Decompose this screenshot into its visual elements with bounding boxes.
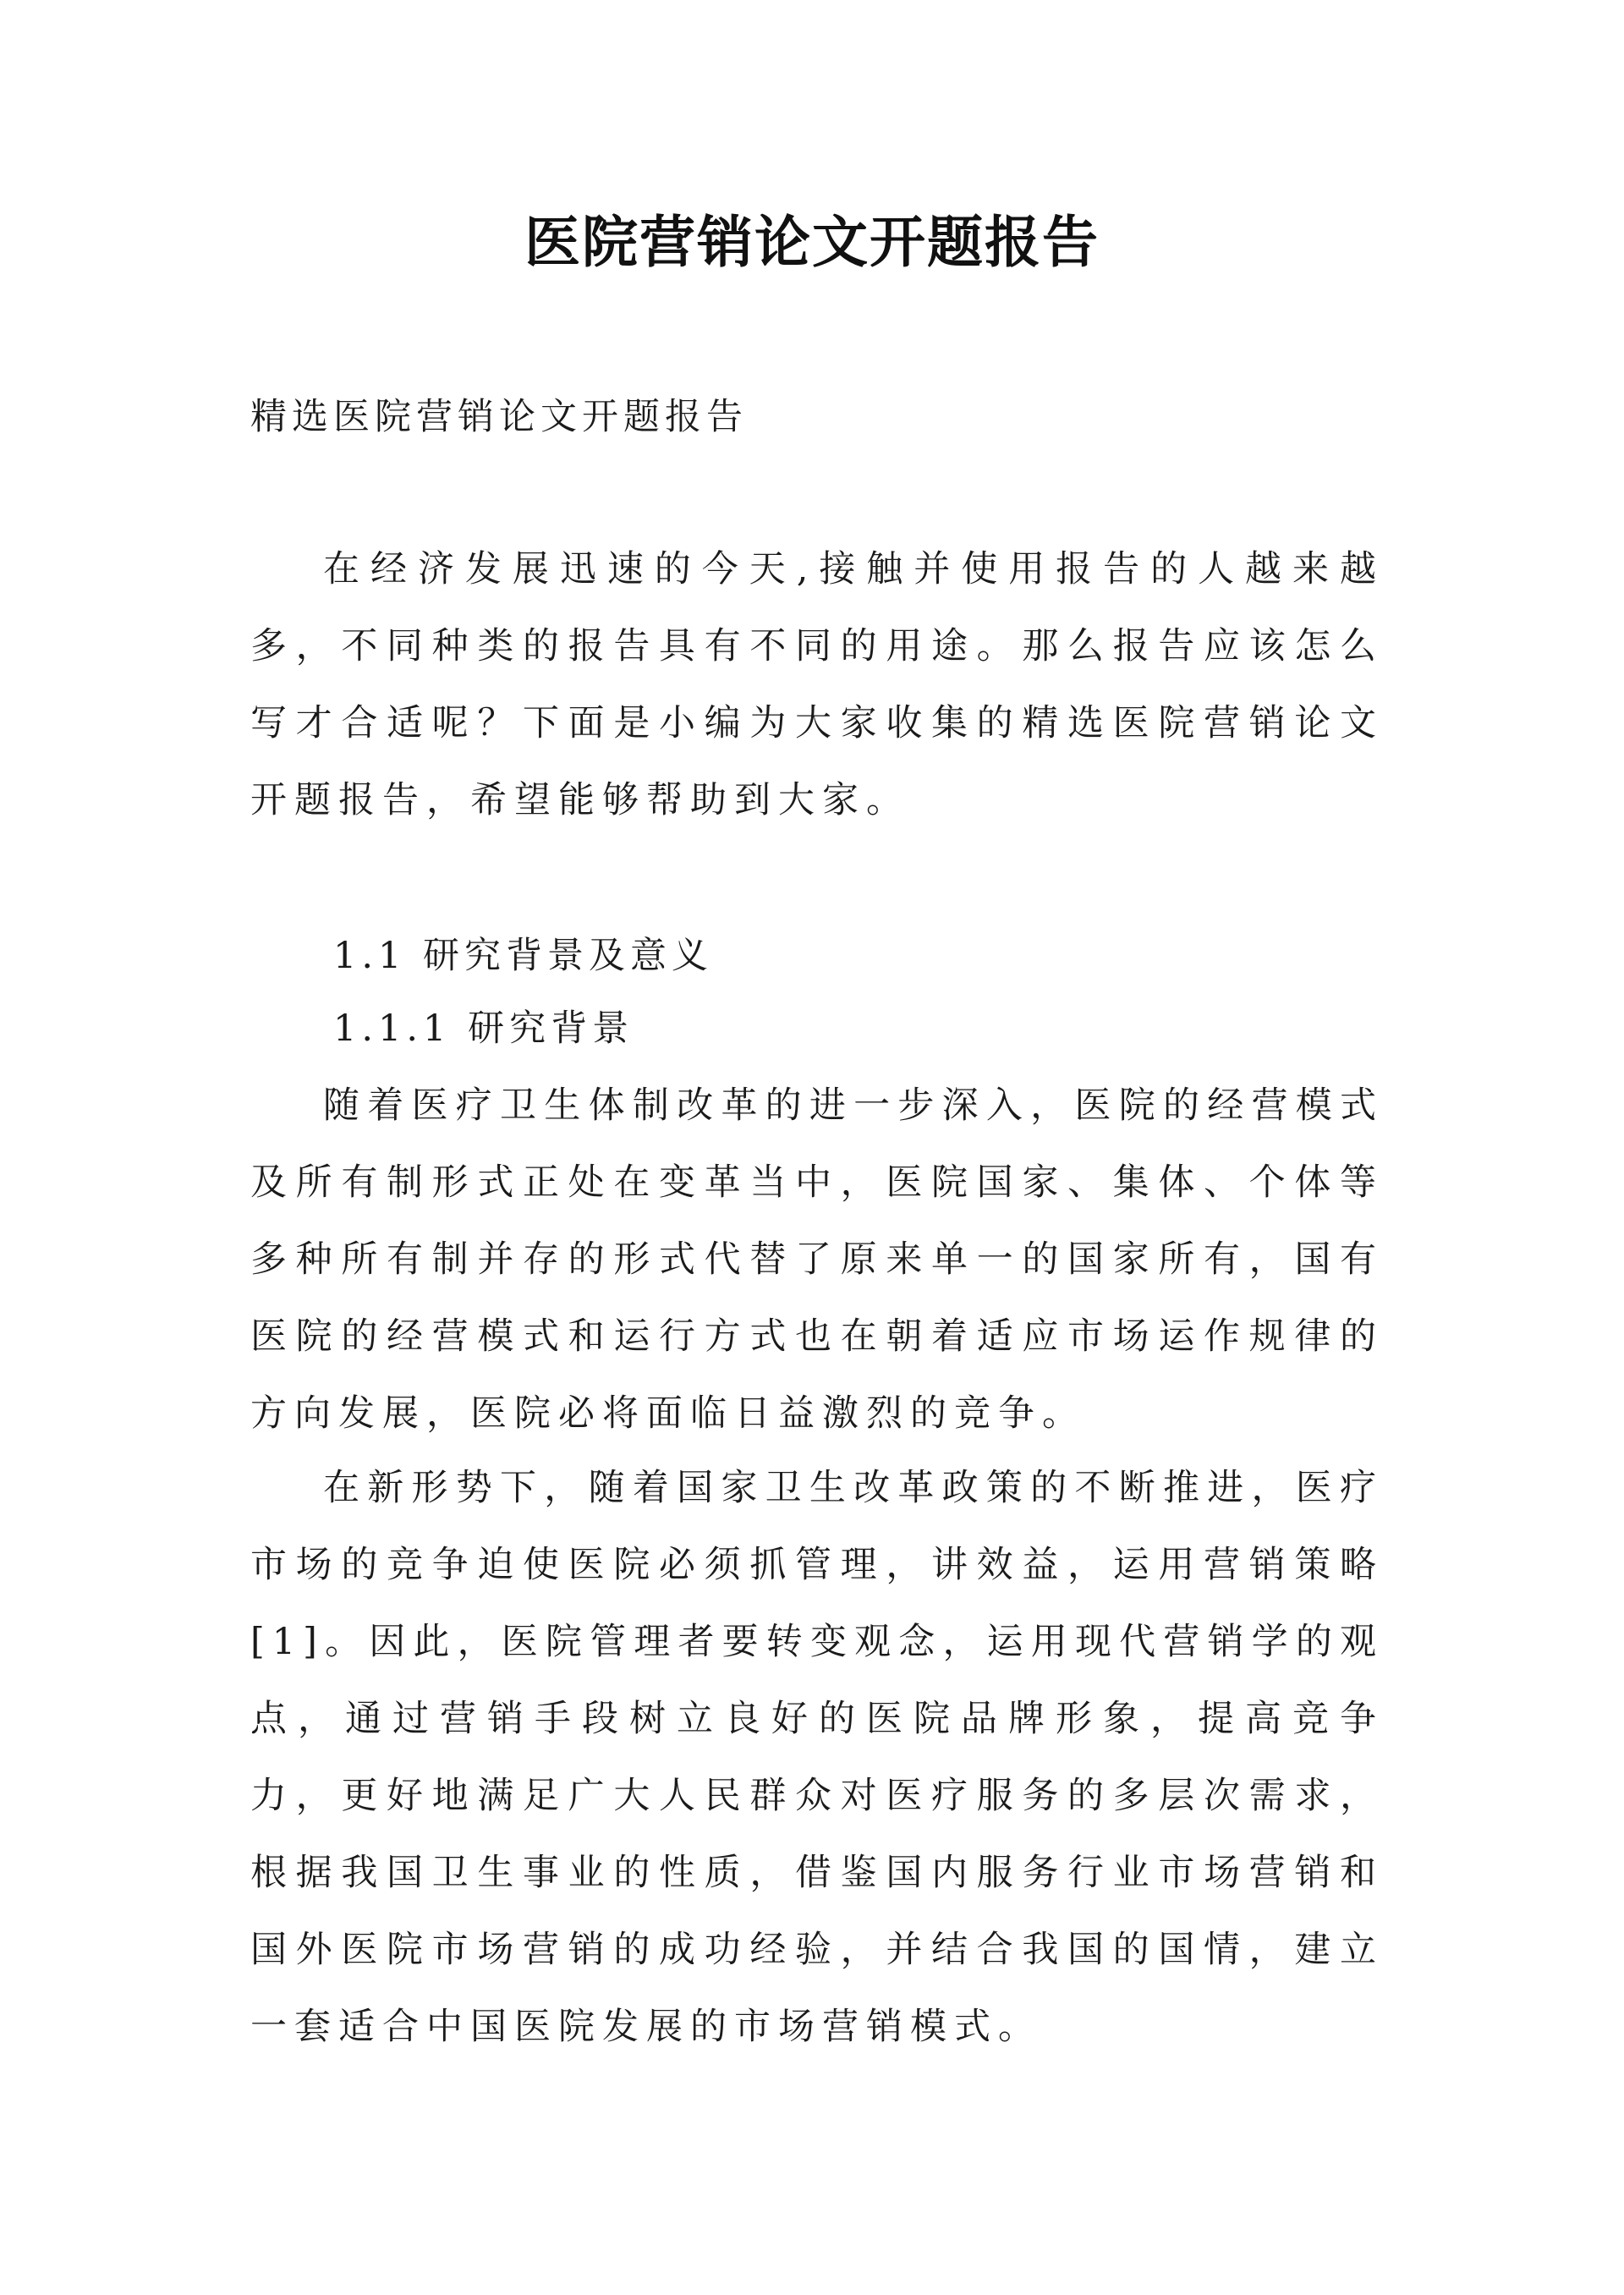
body-paragraph: 随着医疗卫生体制改革的进一步深入，医院的经营模式及所有制形式正处在变革当中，医院国家、集体、个体等多种所有制并存的形式代替了原来单一的国家所有，国有医院的经营模式和运行方式也在朝着适应市场运作规律的方向发展，医院必将面临日益激烈的竞争。 [250,1084,1384,1435]
section-heading: 1.1 研究背景及意义 [333,935,714,977]
intro-paragraph: 在经济发展迅速的今天,接触并使用报告的人越来越多，不同种类的报告具有不同的用途。那么报告应该怎么写才合适呢？下面是小编为大家收集的精选医院营销论文开题报告，希望能够帮助到大家。 [250,548,1384,821]
subsection-heading: 1.1.1 研究背景 [333,1007,634,1050]
document-subtitle: 精选医院营销论文开题报告 [250,396,748,438]
document-title: 医院营销论文开题报告 [524,209,1100,275]
body-paragraph: 在新形势下，随着国家卫生改革政策的不断推进，医疗市场的竞争迫使医院必须抓管理，讲效益，运用营销策略[1]。因此，医院管理者要转变观念，运用现代营销学的观点，通过营销手段树立良好的医院品牌形象，提高竞争力，更好地满足广大人民群众对医疗服务的多层次需求，根据我国卫生事业的性质，借鉴国内服务行业市场营销和国外医院市场营销的成功经验，并结合我国的国情，建立一套适合中国医院发展的市场营销模式。 [250,1467,1384,2048]
